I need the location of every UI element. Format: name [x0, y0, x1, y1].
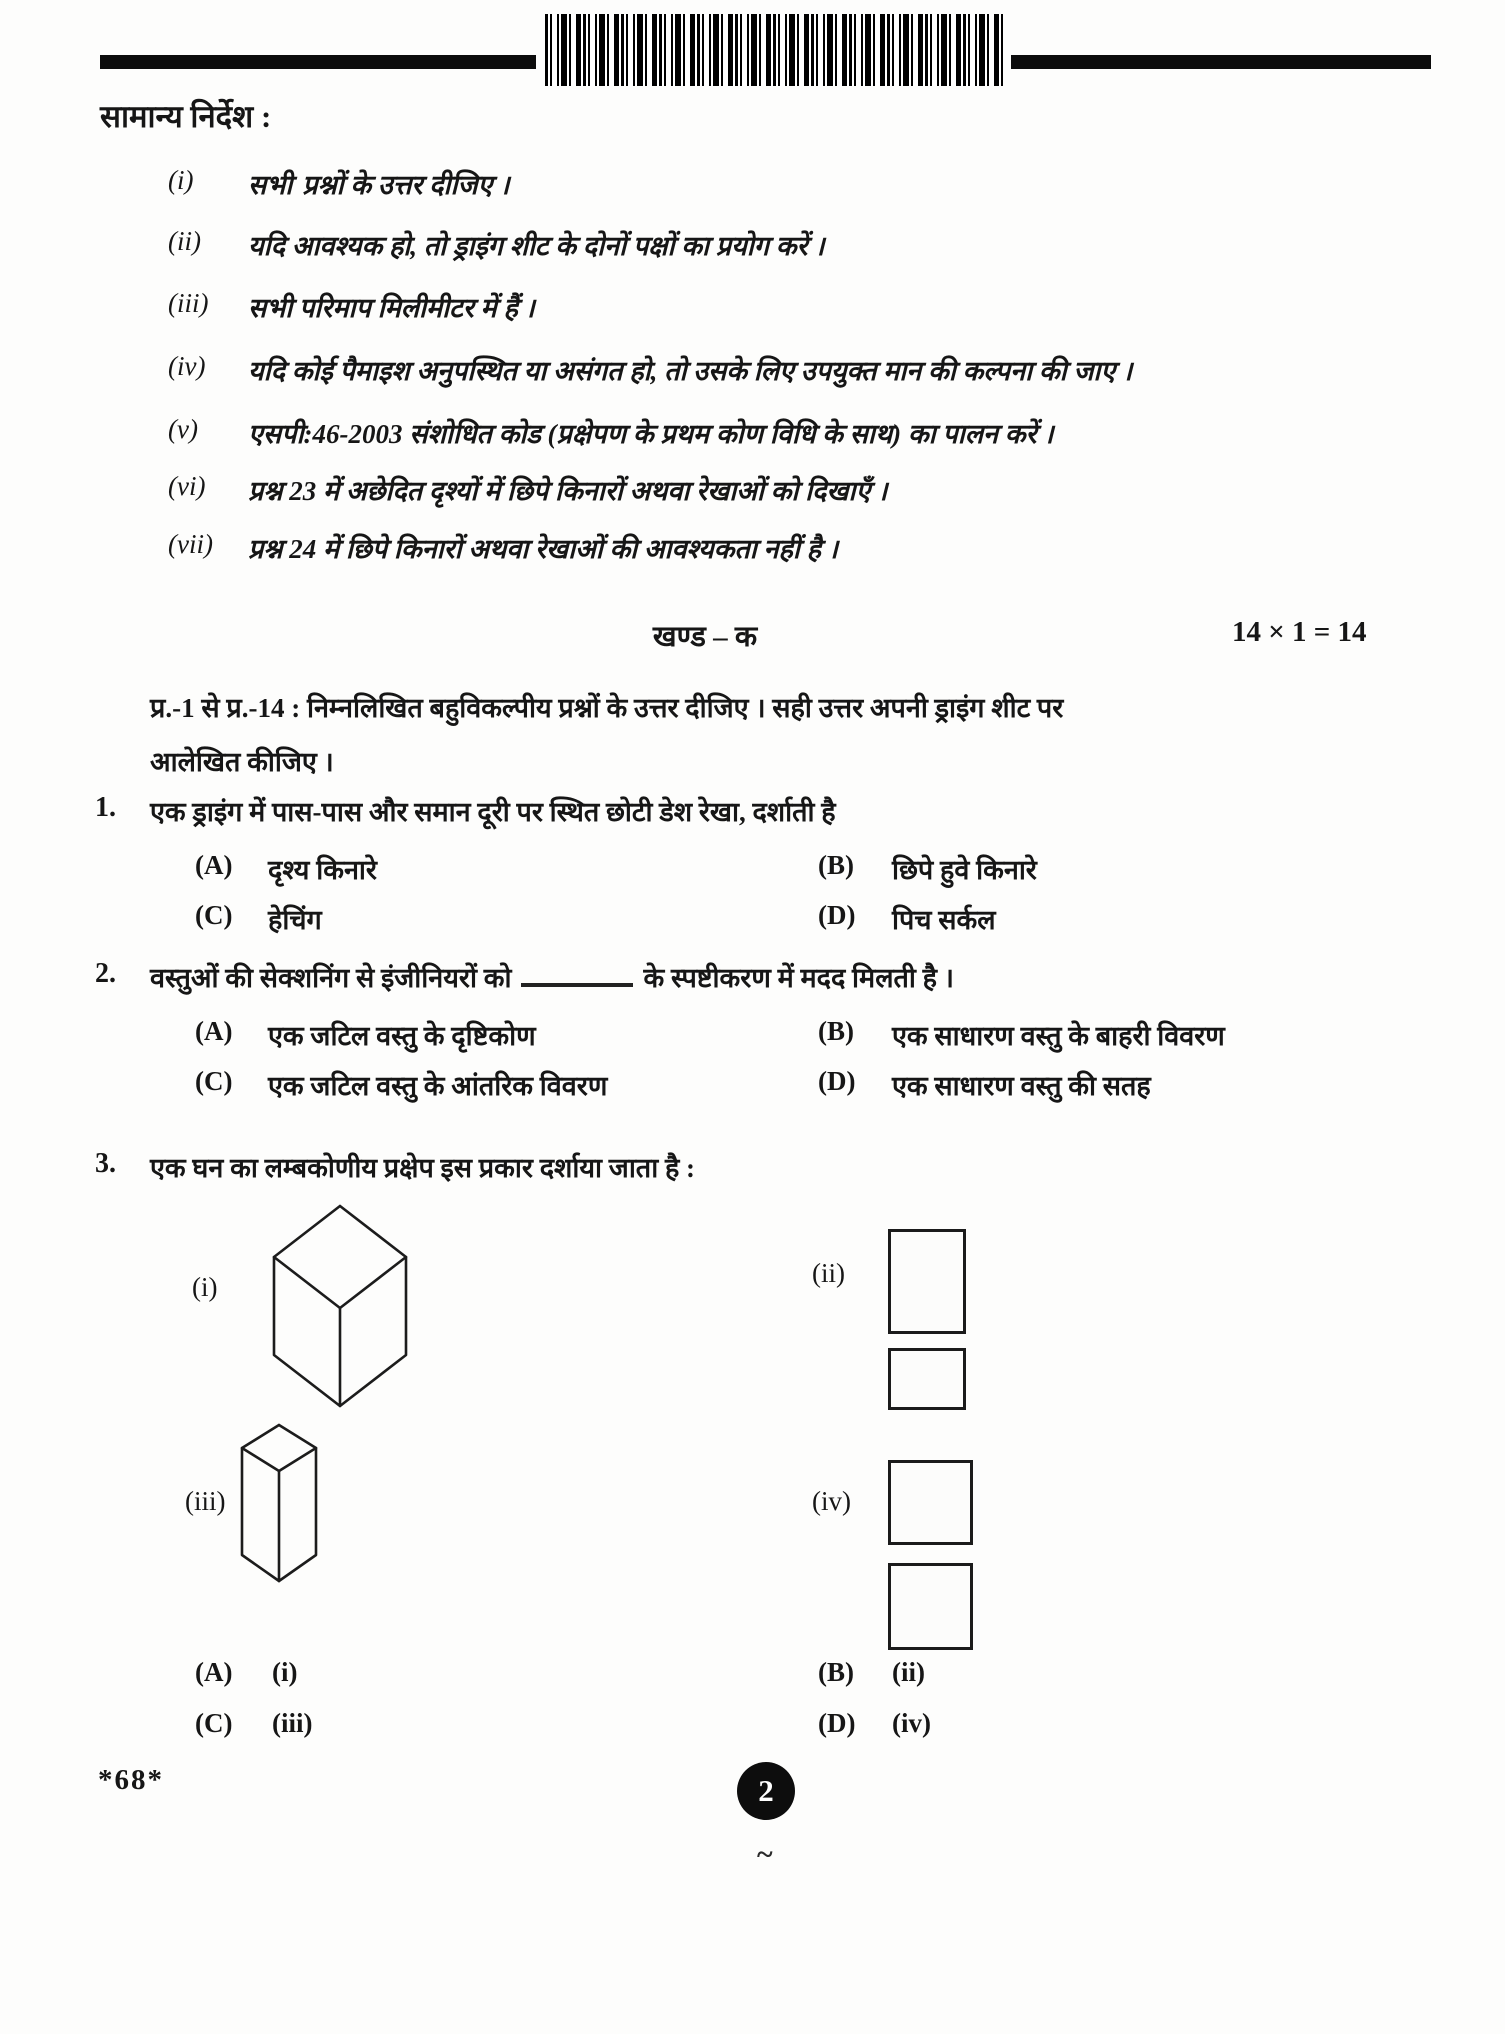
q1-option-d-text: पिच सर्कल — [892, 905, 996, 935]
q2-text-after-blank: के स्पष्टीकरण में मदद मिलती है । — [643, 963, 954, 993]
isometric-tall-cuboid-figure — [240, 1423, 318, 1583]
page-number-badge — [737, 1762, 795, 1820]
isometric-cube-figure — [272, 1203, 408, 1409]
q1-number: 1. — [95, 792, 116, 823]
q1-option-b-label: (B) — [818, 850, 854, 880]
paper-code: *68* — [98, 1764, 164, 1796]
general-instructions-heading: सामान्य निर्देश : — [100, 99, 272, 134]
q2-option-d-text: एक साधारण वस्तु की सतह — [892, 1071, 1151, 1101]
instruction-rest: प्रश्नों के उत्तर दीजिए । — [302, 170, 510, 200]
mcq-intro-text: निम्नलिखित बहुविकल्पीय प्रश्नों के उत्तर दीजिए । सही उत्तर अपनी ड्राइंग शीट पर — [306, 693, 1064, 723]
projection-rectangle-front — [888, 1229, 966, 1334]
q3-figure-iv-label: (iv) — [812, 1486, 851, 1516]
q3-number: 3. — [95, 1148, 116, 1179]
q3-option-d-label: (D) — [818, 1708, 856, 1738]
q2-fill-in-blank — [521, 965, 633, 987]
instruction-text: सभी परिमाप मिलीमीटर में हैं । — [248, 293, 535, 323]
instruction-text: यदि आवश्यक हो, तो ड्राइंग शीट के दोनों पक्षों का प्रयोग करें । — [248, 231, 825, 261]
barcode-icon — [545, 14, 1003, 86]
instruction-number: (v) — [168, 414, 198, 444]
q2-option-c-text: एक जटिल वस्तु के आंतरिक विवरण — [268, 1071, 608, 1101]
instruction-number: (vii) — [168, 529, 213, 559]
q3-figure-i-label: (i) — [192, 1272, 218, 1302]
q2-option-c-label: (C) — [195, 1066, 233, 1096]
q3-option-b-text: (ii) — [892, 1657, 925, 1687]
instruction-text — [248, 165, 509, 202]
instruction-text: प्रश्न 24 में छिपे किनारों अथवा रेखाओं की आवश्यकता नहीं है । — [248, 534, 838, 564]
instruction-text: यदि कोई पैमाइश अनुपस्थित या असंगत हो, तो उसके लिए उपयुक्त मान की कल्पना की जाए । — [248, 356, 1133, 386]
q2-text-before-blank: वस्तुओं की सेक्शनिंग से इंजीनियरों को — [150, 963, 512, 993]
section-title: खण्ड – क — [652, 621, 758, 653]
q1-option-c-label: (C) — [195, 900, 233, 930]
q2-option-a-label: (A) — [195, 1016, 233, 1046]
top-rule-left — [100, 55, 536, 69]
instruction-text: प्रश्न 23 में अछेदित दृश्यों में छिपे किनारों अथवा रेखाओं को दिखाएँ । — [248, 476, 888, 506]
q1-option-a-label: (A) — [195, 850, 233, 880]
tilde-mark: ~ — [757, 1838, 773, 1871]
q2-option-d-label: (D) — [818, 1066, 856, 1096]
instruction-number: (iii) — [168, 288, 209, 318]
projection-rectangle-top — [888, 1348, 966, 1410]
q2-text — [150, 958, 954, 995]
projection-square-top — [888, 1563, 973, 1650]
q3-option-d-text: (iv) — [892, 1708, 931, 1738]
instruction-lead-word: सभी — [248, 170, 293, 200]
q1-option-b-text: छिपे हुवे किनारे — [892, 855, 1037, 885]
q1-option-a-text: दृश्य किनारे — [268, 855, 377, 885]
q1-option-d-label: (D) — [818, 900, 856, 930]
q3-option-c-text: (iii) — [272, 1708, 313, 1738]
instruction-number: (ii) — [168, 226, 201, 256]
instruction-number: (iv) — [168, 351, 206, 381]
q2-option-a-text: एक जटिल वस्तु के दृष्टिकोण — [268, 1021, 536, 1051]
q3-option-c-label: (C) — [195, 1708, 233, 1738]
mcq-intro-prefix: प्र.-1 से प्र.-14 : — [150, 693, 301, 723]
projection-square-front — [888, 1460, 973, 1545]
q3-option-a-label: (A) — [195, 1657, 233, 1687]
q1-option-c-text: हेचिंग — [268, 905, 322, 935]
mcq-intro-line2: आलेखित कीजिए । — [150, 747, 334, 777]
q3-figure-iii-label: (iii) — [185, 1486, 226, 1516]
section-marks: 14 × 1 = 14 — [1232, 616, 1367, 648]
q3-figure-ii-label: (ii) — [812, 1258, 845, 1288]
page-number: 2 — [758, 1773, 774, 1808]
q3-option-a-text: (i) — [272, 1657, 298, 1687]
q2-number: 2. — [95, 958, 116, 989]
q3-option-b-label: (B) — [818, 1657, 854, 1687]
q2-option-b-label: (B) — [818, 1016, 854, 1046]
q3-text: एक घन का लम्बकोणीय प्रक्षेप इस प्रकार दर्शाया जाता है : — [150, 1153, 696, 1183]
mcq-intro-line1 — [150, 688, 1063, 725]
q1-text: एक ड्राइंग में पास-पास और समान दूरी पर स्थित छोटी डेश रेखा, दर्शाती है — [150, 797, 836, 827]
instruction-number: (vi) — [168, 471, 206, 501]
instruction-number: (i) — [168, 165, 194, 195]
instruction-text: एसपी:46-2003 संशोधित कोड (प्रक्षेपण के प्रथम कोण विधि के साथ) का पालन करें । — [248, 419, 1054, 449]
top-rule-right — [1011, 55, 1431, 69]
q2-option-b-text: एक साधारण वस्तु के बाहरी विवरण — [892, 1021, 1225, 1051]
